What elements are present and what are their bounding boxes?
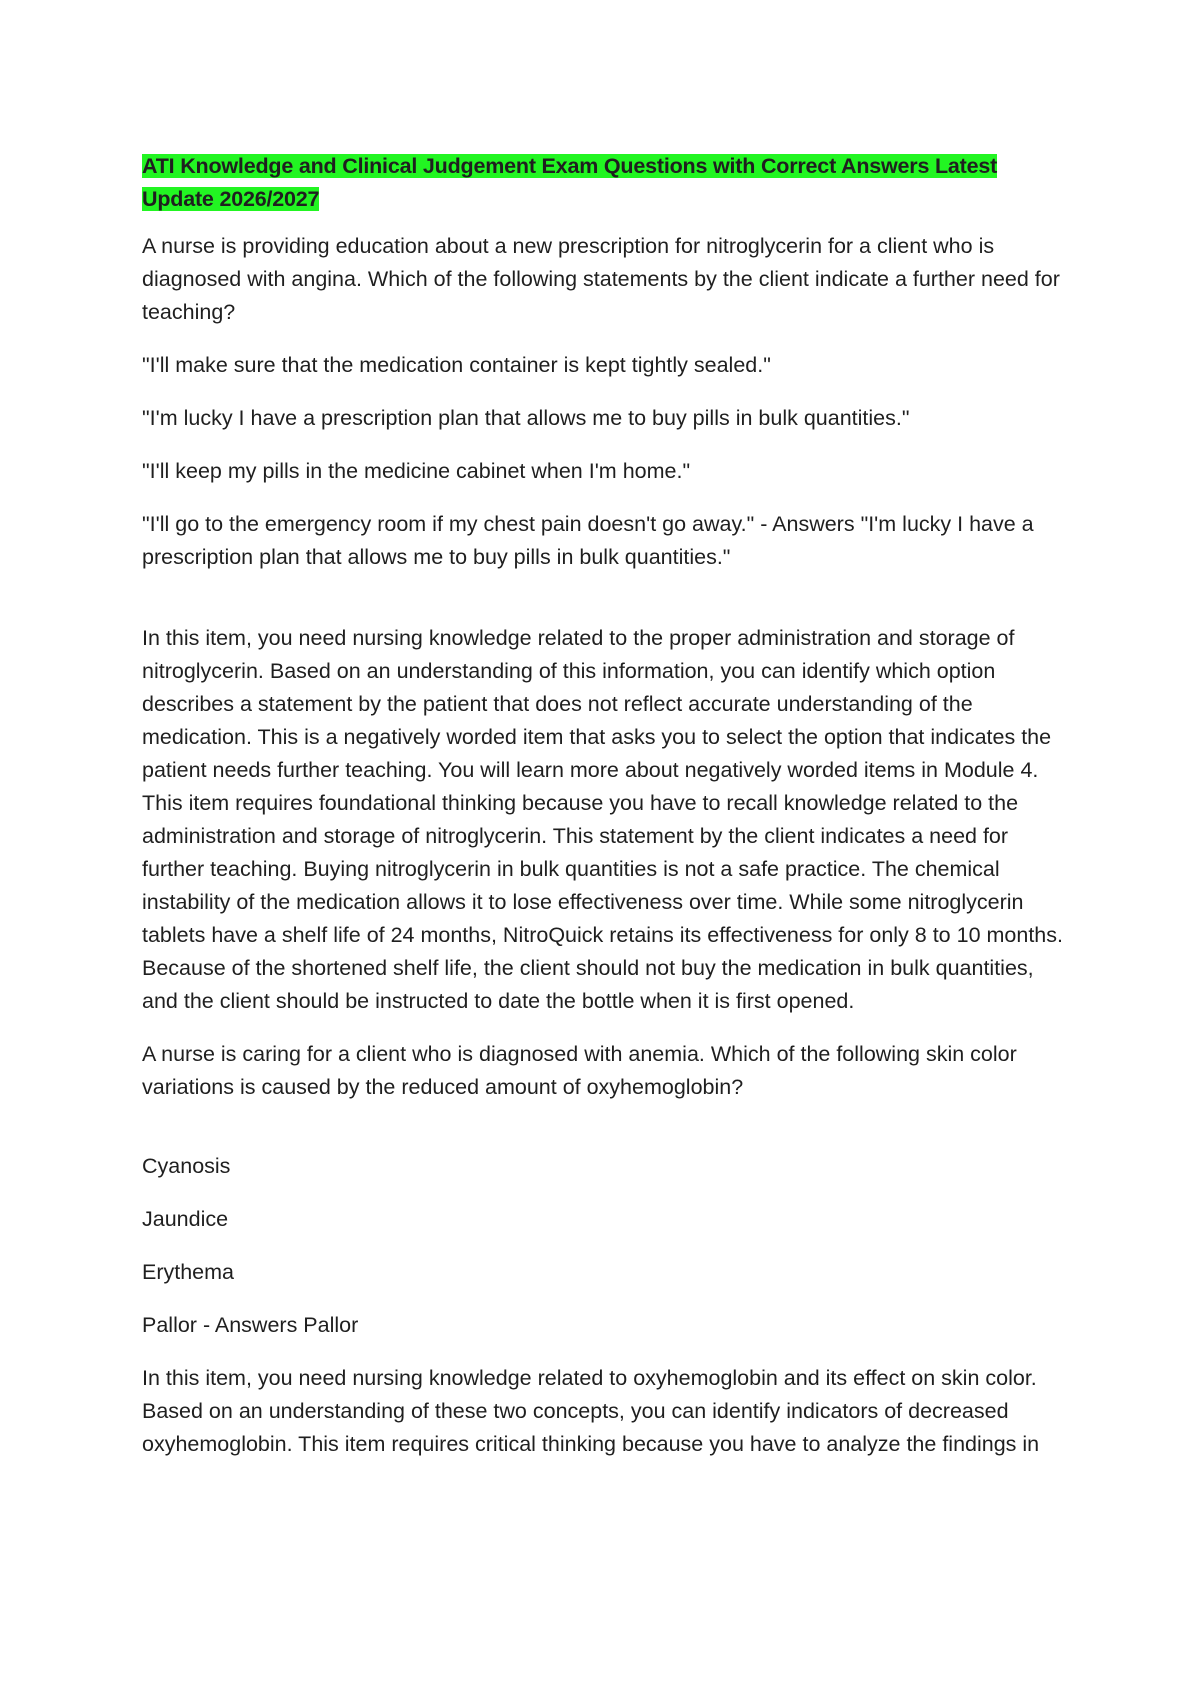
question-1-option-a: "I'll make sure that the medication container is kept tightly sealed." bbox=[142, 353, 771, 377]
question-2-option-d-answer: Pallor - Answers Pallor bbox=[142, 1313, 359, 1337]
document-title bbox=[142, 150, 1067, 216]
document-page bbox=[142, 150, 1067, 1481]
question-2-rationale: In this item, you need nursing knowledge related to oxyhemoglobin and its effect on skin color. Based on an understanding of these two concepts, you can identify indicators of decreased oxyhemoglobin. This item requires critical thinking because you have to analyze the findings in bbox=[142, 1366, 1040, 1456]
question-1-rationale: In this item, you need nursing knowledge related to the proper administration and storage of nitroglycerin. Based on an understanding of this information, you can identify which option describes a statement by the patient that does not reflect accurate understanding of the medication. This is a negatively worded item that asks you to select the option that indicates the patient needs further teaching. You will learn more about negatively worded items in Module 4. This item requires foundational thinking because you have to recall knowledge related to the administration and storage of nitroglycerin. This statement by the client indicates a need for further teaching. Buying nitroglycerin in bulk quantities is not a safe practice. The chemical instability of the medication allows it to lose effectiveness over time. While some nitroglycerin tablets have a shelf life of 24 months, NitroQuick retains its effectiveness for only 8 to 10 months. Because of the shortened shelf life, the client should not buy the medication in bulk quantities, and the client should be instructed to date the bottle when it is first opened. bbox=[142, 626, 1063, 1013]
question-1-option-d-answer: "I'll go to the emergency room if my chest pain doesn't go away." - Answers "I'm lucky I have a prescription plan that allows me to buy pills in bulk quantities." bbox=[142, 512, 1034, 569]
question-1-option-b: "I'm lucky I have a prescription plan that allows me to buy pills in bulk quantities." bbox=[142, 406, 910, 430]
question-2-option-c: Erythema bbox=[142, 1260, 235, 1284]
question-2-option-b: Jaundice bbox=[142, 1207, 229, 1231]
question-2-stem: A nurse is caring for a client who is diagnosed with anemia. Which of the following skin color variations is caused by the reduced amount of oxyhemoglobin? bbox=[142, 1042, 1017, 1099]
question-1-stem: A nurse is providing education about a new prescription for nitroglycerin for a client who is diagnosed with angina. Which of the following statements by the client indicate a further need for teaching? bbox=[142, 234, 1060, 324]
question-1-option-c: "I'll keep my pills in the medicine cabinet when I'm home." bbox=[142, 459, 691, 483]
question-2-option-a: Cyanosis bbox=[142, 1154, 231, 1178]
title-highlight: ATI Knowledge and Clinical Judgement Exam Questions with Correct Answers Latest Update 2026/2027 bbox=[142, 154, 998, 211]
